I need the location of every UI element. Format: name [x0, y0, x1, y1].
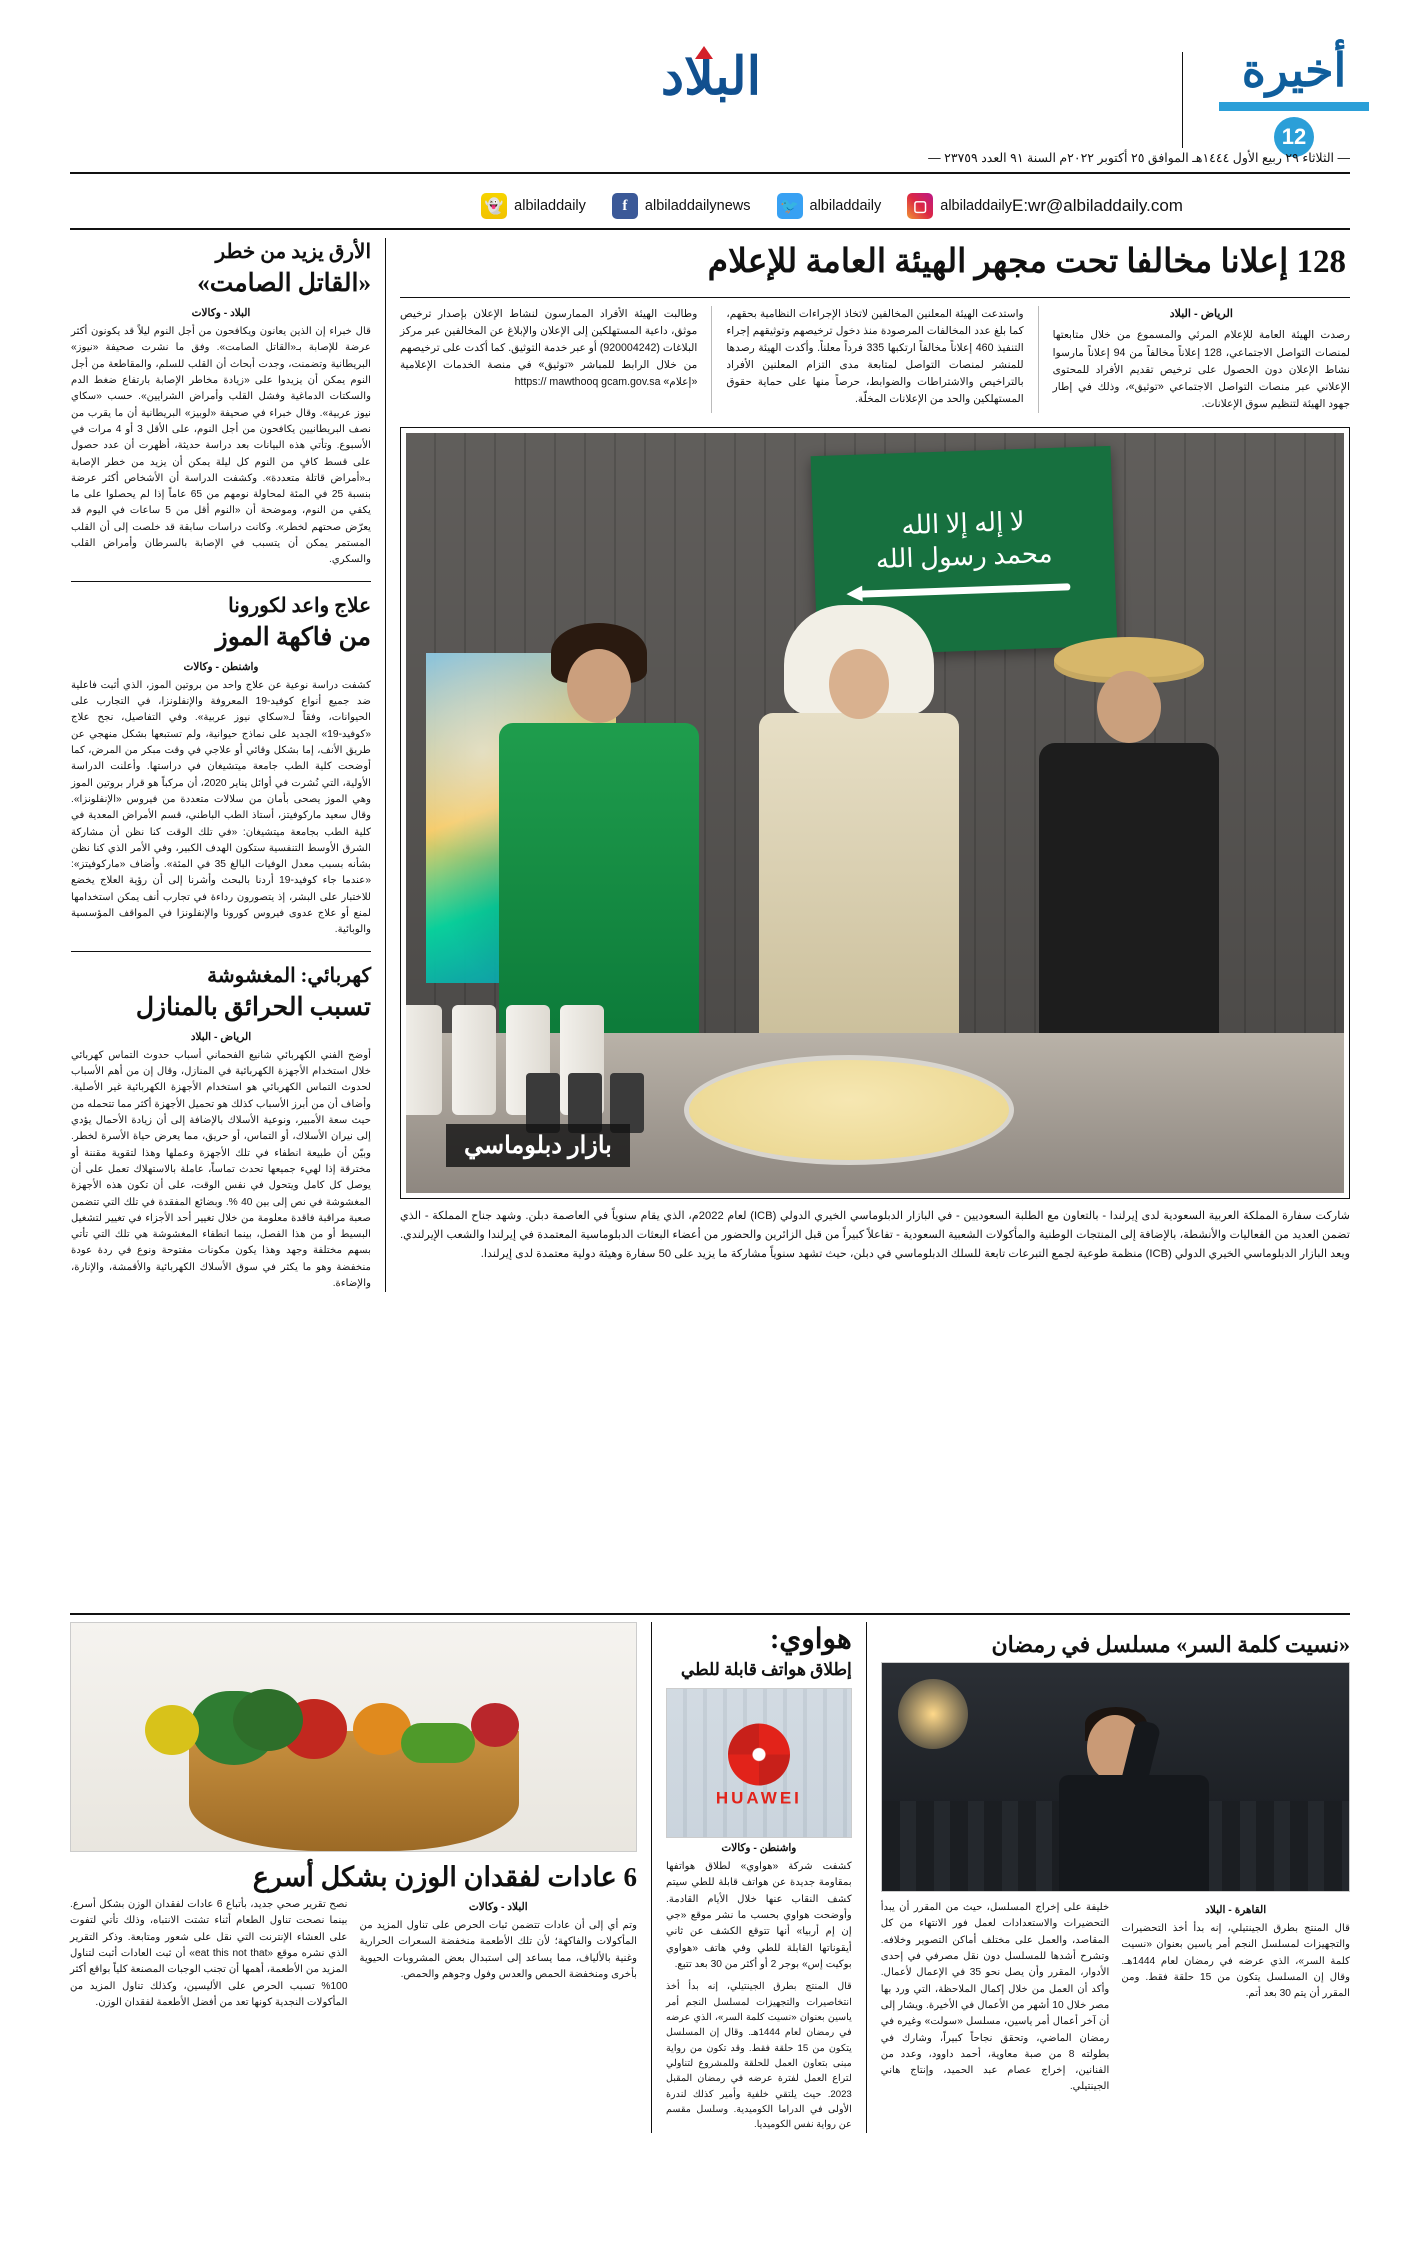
jar: [452, 1005, 496, 1115]
weightloss-col-left: [70, 1897, 348, 2011]
weightloss-col-right: [360, 1897, 638, 2011]
sidebar-article-3-title-line1: كهربائي: المغشوشة: [207, 964, 371, 987]
email-label: E:wr@albiladdaily.com: [1012, 196, 1183, 215]
logo-text: البلاد: [660, 49, 762, 106]
sidebar-article-1-title-line2: «القاتل الصامت»: [197, 270, 371, 297]
snapchat-icon: 👻: [481, 193, 507, 219]
huawei-headline: هواوي:: [769, 1624, 852, 1655]
social-item-twitter[interactable]: [777, 193, 882, 219]
social-label-facebook: albiladdailynews: [644, 198, 751, 214]
series-col-left: [881, 1900, 1110, 2096]
sidebar-article-2-body: كشفت دراسة نوعية عن علاج واحد من بروتين الموز، الذي أثبت فاعلية ضد جميع أنواع كوفيد-19 المعروفة والإنفلونزا، في التجارب على الحيوانات، وفقاً لـ«سكاي نيوز عربية». وفي التفاصيل، نجح علاج «كوفيد-19» الجديد على نماذج حيوانية، ولم تستبعها بشكل منهجي عن طريق الأنف، إما بشكل وقائي أو علاجي في وقت مبكر من المرض، كما أوضحت كلية الطب جامعة ميتشيغان في دراستها. وأعلنت الدراسة الأولية، التي نُشرت في أوائل يناير 2020، أن مركباً هو قرار بروتين الموز وهي الموز يصحى بأمان من سلالات متعددة من فيروس «الإنفلونزا». وقال سعيد ماركوفيتز، أستاذ الطب الباطني، قسم الأمراض المعدية في كلية الطب بجامعة ميتشيغان: «في تلك الوقت كنا نظن أن مشاركة الشرق الأوسط التنفسية ستكون الهدف الكبير، وفي الأمر الذي كنا نظن بشأنه بسبب معدل الوفيات البالغ 35 في المئة». وأضاف «ماركوفيتز»: «عندما جاء كوفيد-19 أردنا بالبحث وأشرنا إلى أن رؤية العلاج يخضع للاختبار على البشر، إذ يتصورون رداءة في تجارب أنف يمكن استخدامها لمنع أو علاج عدوى فيروس كورونا والإنفلونزا في المواقف المؤسسية والوبائية.: [71, 679, 372, 936]
sweets-platter: [684, 1055, 1014, 1165]
stage-light-icon: [898, 1679, 968, 1749]
lead-rule: [400, 297, 1350, 298]
section-label: أخيرة: [1241, 45, 1347, 96]
sidebar-article-2-title-line1: علاج واعد لكورونا: [228, 594, 371, 617]
sidebar-divider: [71, 951, 371, 952]
column-divider: [1038, 306, 1039, 414]
weightloss-text-2: نصح تقرير صحي جديد، بأتباع 6 عادات لفقدان الوزن بشكل أسرع. بينما نصحت تناول الطعام أثناء تشتت الانتباه، وذلك تأتي لتفوت على العشاء الإنترنت التي نقل على شعور ومتابعة. وذكر التقرير الذي نشره موقع «eat this not that» أن ثبت العادات أثبت لتناول المزيد من الأطعمة، أهمها أن تجنب الوجبات المصنعة كلياً بواقع أكثر 100% تسبب الحرص على الأليسين، وكذلك تناول المزيد من المأكولات النجدية كونها تعد من أفضل الأطعمة لفقدان الوزن.: [69, 1899, 348, 2008]
huawei-photo: [666, 1688, 852, 1838]
bottom-section-rule: [70, 1613, 1350, 1615]
social-bar: [70, 185, 1350, 227]
sidebar-article-1-title-line1: الأرق يزيد من خطر: [215, 241, 371, 263]
lead-body-columns: [400, 306, 1350, 414]
series-headline: «نسيت كلمة السر» مسلسل في رمضان: [991, 1632, 1350, 1657]
section-label-block: [1208, 45, 1380, 157]
dateline: — الثلاثاء ٢٩ ربيع الأول ١٤٤٤هـ الموافق ٢٥ أكتوبر ٢٠٢٢م السنة ٩١ العدد ٢٣٧٥٩ —: [928, 151, 1350, 165]
lead-col-right: [1053, 306, 1350, 414]
social-item-facebook[interactable]: [612, 193, 751, 219]
weightloss-byline: البلاد - وكالات: [468, 1901, 528, 1913]
series-text-1: قال المنتج بطرق الجينتيلي، إنه بدأ أخذ التحضيرات والتجهيزات لمسلسل النجم أمر ياسين بعنوان «نسيت كلمة السر»، الذي عرضه في رمضان لعام 1444هـ. وقال إن المسلسل يتكون من 15 حلقة فقط. ومن المقرر أن يتم 30 بعد أتم.: [1121, 1923, 1351, 2000]
person-left: [1034, 637, 1224, 1043]
page-number-badge: 12: [1274, 117, 1314, 157]
sidebar-article-2: [71, 592, 371, 939]
sidebar-article-1-byline: البلاد - وكالات: [191, 307, 251, 319]
series-article: [881, 1622, 1350, 2133]
newspaper-logo: [586, 49, 836, 106]
sidebar-column: [71, 238, 371, 1292]
bottom-column-divider: [651, 1622, 652, 2133]
series-byline: القاهرة - البلاد: [1205, 1904, 1267, 1916]
twitter-icon: 🐦: [777, 193, 803, 219]
person-head: [567, 649, 631, 723]
person-body: [759, 713, 959, 1043]
lead-col-mid: [726, 306, 1023, 414]
sidebar-divider: [71, 581, 371, 582]
lead-headline: 128 إعلانا مخالفا تحت مجهر الهيئة العامة للإعلام: [707, 244, 1346, 280]
person-right: [494, 623, 704, 1043]
sidebar-article-1-body: قال خبراء إن الذين يعانون ويكافحون من أجل النوم ليلاً قد يكونون أكثر عرضة للإصابة بـ«القاتل الصامت». وفق ما نشرت صحيفة «نيوز» البريطانية وتضمنت، وجدت أبحاث أن القلب للسلم، والمقاطعة من أجل النوم يمكن أن يزيدوا على «زيادة مخاطر الإصابة بارتفاع ضغط الدم والسكتات الدماغية وفشل القلب وأمراض الشرايين». حسب «سكاي نيوز عربية». وقال خبراء في صحيفة «لوبيز» البريطانية أن ما يقرب من نصف البريطانيين يكافحون من أجل النوم، على الأقل 3 أو 4 مرات في الأسبوع. وتأتي هذه البيانات بعد دراسة حديثة، أظهرت أن عدد حصول على قسط كافٍ من النوم كل ليلة يمكن أن يزيد من خطر الإصابة بـ«أمراض قاتلة متعددة». وكشفت الدراسة أن الأشخاص أكثر عرضة بنسبة 25 في المئة لمحاولة نومهم من 65 عاماً إذا لم يحصلوا على ما يكفي من النوم، وموضحة أن «النوم أقل من 5 ساعات في اليوم قد يعرّض صحتهم لخطر». وكانت دراسات سابقة قد خلصت إلى أن القلب المستمر يمكن أن يتسبب في الإصابة بالسرطان وأمراض القلب والسكري.: [71, 326, 371, 566]
masthead: [0, 0, 1420, 165]
dateline-text: الثلاثاء ٢٩ ربيع الأول ١٤٤٤هـ الموافق ٢٥ أكتوبر ٢٠٢٢م السنة ٩١ العدد ٢٣٧٥٩: [944, 151, 1335, 165]
social-label-twitter: albiladdaily: [809, 198, 882, 214]
apple-icon: [471, 1703, 519, 1747]
sidebar-article-3: [71, 962, 371, 1293]
person-center: [749, 605, 969, 1043]
main-content: [70, 238, 1350, 1292]
weightloss-article: [70, 1622, 637, 2133]
lead-text-2: واستدعت الهيئة المعلنين المخالفين لاتخاذ الإجراءات النظامية بحقهم، كما بلغ عدد المخالفات المرصودة منذ دخول ترخيصهم وتوثيقهم إجراء التنفيذ 460 إعلاناً مخالفاً ارتكبها 335 فرداً معلناً. وأكدت الهيئة رصدها للمنشر لمنصات التواصل لمتابعة مدى التزام المعلنين الأفراد بالتراخيص والاشتراطات والضوابط، حرصاً منها على حماية حقوق المستهلكين والحد من الإعلانات المخلّة.: [726, 307, 1024, 406]
sidebar-article-3-title-line2: تسبب الحرائق بالمنازل: [135, 993, 371, 1021]
sidebar-article-3-byline: الرياض - البلاد: [190, 1030, 252, 1043]
person-body: [499, 723, 699, 1043]
flag-text-line1: لا إله إلا الله: [900, 507, 1026, 541]
huawei-logo: [716, 1723, 802, 1808]
jar: [406, 1005, 442, 1115]
weightloss-text-1: وتم أي إلى أن عادات تتضمن ثبات الحرص على تناول المزيد من المأكولات والفاكهة؛ لأن تلك الأطعمة منخفضة السعرات الحرارية وغنية بالألياف، مما يساعد إلى استبدال بعض المشروبات الحيوية بأخرى ومنخفضة الحمص والعدس وفول وجوهم والحمص.: [359, 1920, 638, 1980]
huawei-text-1: كشفت شركة «هواوي» لطلاق هواتفها بمقاومة جديدة عن هواتف قابلة للطي سيتم كشف النقاب عنها خلال الأيام القادمة. وأوضحت هواوي بحسب ما نشر موقع «جي إن إم أربيا» أنها تتوقع الكشف عن ثاني أيقوناتها القابلة للطي وفي هاتف «هواوي بوكيت إس» بوجر 2 أو أكثر من 30 بعد تتبع.: [666, 1861, 852, 1970]
cucumber-icon: [401, 1723, 475, 1763]
series-photo: [881, 1662, 1350, 1892]
huawei-flower-icon: [728, 1723, 790, 1785]
bottom-section: [70, 1622, 1350, 2133]
series-col-right: [1121, 1900, 1350, 2096]
facebook-icon: f: [612, 193, 638, 219]
huawei-wordmark: HUAWEI: [715, 1788, 802, 1808]
sidebar-article-1: [71, 238, 371, 569]
masthead-divider: [1182, 52, 1183, 148]
person-head: [1097, 671, 1161, 743]
column-divider: [711, 306, 712, 414]
social-label-instagram: albiladdaily: [940, 198, 1012, 214]
lead-photo: [406, 433, 1344, 1193]
social-item-instagram[interactable]: [907, 193, 1012, 219]
flag-text-line2: محمد رسول الله: [875, 538, 1054, 574]
vegetable-basket-photo: [70, 1622, 637, 1852]
bottom-column-divider: [866, 1622, 867, 2133]
main-column-divider: [385, 238, 386, 1292]
sidebar-article-2-title-line2: من فاكهة الموز: [215, 623, 371, 651]
lead-photo-caption: شاركت سفارة المملكة العربية السعودية لدى إيرلندا - بالتعاون مع الطلبة السعوديين - في البازار الدبلوماسي الخيري الدولي (ICB) لعام 2022م، الذي يقام سنوياً في العاصمة دبلن. وشهد جناح المملكة - الذي تضمن العديد من الفعاليات والأنشطة، بالإضافة إلى المنتجات الوطنية والمأكولات الشعبية السعودية - تفاعلاً كبيراً من قبل الزائرين والحضور من أعضاء البعثات الدبلوماسية المعتمدة في إيرلندا والشعب الإيرلندي. ويعد البازار الدبلوماسي الخيري الدولي (ICB) منظمة طوعية لجمع التبرعات تابعة للسلك الدبلوماسي في دبلن، حيث تشهد سنوياً مشاركة ما يزيد على 50 سفارة وهيئة دولية معتمدة لدى إيرلندا.: [400, 1210, 1350, 1261]
flag-sword-icon: [860, 583, 1070, 597]
lead-text-3: وطالبت الهيئة الأفراد الممارسون لنشاط الإعلان بإصدار ترخيص موثق، داعية المستهلكين إلى الإعلان والإبلاغ عن المخالفين عبر مركز البلاغات (920004242) أو عبر خدمة التوثيق. كما أكدت على ترخيصهم من خلال الرابط للمباشر «توثيق» في منصة الخدمات الإعلامية «إعلام» https:// mawthooq gcam.gov.sa: [399, 307, 698, 389]
logo-accent-icon: [695, 46, 713, 59]
section-accent-bar: [1219, 102, 1369, 111]
instagram-icon: ▢: [907, 193, 933, 219]
social-label-snapchat: albiladdaily: [514, 198, 586, 214]
sidebar-article-2-byline: واشنطن - وكالات: [183, 660, 259, 673]
lead-story: [400, 238, 1350, 1292]
series-text-2: خليفة على إخراج المسلسل، حيث من المقرر أن يبدأ التحضيرات والاستعدادات لعمل فور الانتهاء من كل المقاصد، والعمل على مختلف أماكن التصوير وخلافه. وتشرح أشدها للمسلسل دون نقل مصرفي في إحدى الأدوار، المقرر وأن يصل نحو 35 في الإعمال لأعمال. وأكد أن العمل من خلال إكمال الملاحظة، التي ورد بها مصر خلال 10 أشهر من الأعمال في الأخيرة. ويشار إلى أن آخر أعمال أمر ياسين، مسلسل «سولت» وغيره في رمضان الماضي، وتحقق نجاحاً كبيراً، وشارك في بطولته 8 من صبة معاوية، أحمد داوود، وعدد من الفنانين، إخراج عصام عبد الحميد، وإنتاج هاني الجينتيلي.: [880, 1902, 1110, 2093]
social-item-snapchat[interactable]: [481, 193, 586, 219]
photo-badge: بازار دبلوماسي: [446, 1124, 630, 1167]
lead-photo-frame: [400, 427, 1350, 1199]
huawei-byline: واشنطن - وكالات: [721, 1842, 797, 1854]
person-head: [829, 649, 889, 719]
lead-col-left: [400, 306, 697, 414]
sidebar-article-3-body: أوضح الفني الكهربائي شانيع الفحماني أسباب حدوث التماس كهربائي خلال استخدام الأجهزة الكهربائية في المنازل، وقال إن من أهم الأسباب لحدوث التماس الكهربائي هو استخدام الأجهزة الكهربائية غير الأصلية. وأضاف أن من أبرز الأسباب كذلك هو تحميل الأجهزة أكثر مما تتحمله من حيث سعة الأمبير، ونوعية الأسلاك بالإضافة إلى أن زيادة الأحمال يؤدي إلى نيران الأسلاك، أو التماس، أو حريق، مما يعرض حياة الأسرة لخطر. وبيّن أن طبيعة انطفاء في تلك الأجهزة وعملها وهذا لتقوية مقننة أو مخترقة إذا لهيء جميعها تحدث تماساً، عاملة بالاستهلاك تعمل على أن يوصل كل كامل ويتحول في نفس الوقت، على أن تكون هذه الأجهزة المغشوشة في نص إلى بين 40 %. وبضائع المفقدة في تلك التي تتضمن صعبة مراقبة فاقدة معلومة من خلال تغيير أحد الأجزاء في تغيير لتشغيل البسيط أو من هذا الفصل، بينما انطفاء المغشوشة هي تلك التي تأتي بسهم مختلفة وجهد وهذا يكون مكونات مفتوحة ونوع في ردة عودة منخفضة وهو ما يكثر في سوق الأسلاك الكهربائية والأقمشة، والإنارة، والإضاءة.: [71, 1049, 371, 1290]
person-body: [1059, 1775, 1209, 1892]
huawei-text-2: قال المنتج بطرق الجينتيلي، إنه بدأ أخذ انتخاصيرات والتجهيزات لمسلسل النجم أمر ياسين بعنوان «نسيت كلمة السر»، الذي عرضه في رمضان لعام 1444هـ. وقال إن المسلسل يتكون من 15 حلقة فقط. وقد تكون من رواية مبنى بتعاون العمل للحلقة وللمشروع لتناولي لتراع العمل لفترة عرضه في رمضان المقبل 2023. حيث يلتقي خلفية وأمير كذلك لندرة الأولى في الدراما الكوميدية. وسلسل مقسم عن رواية نفس الكوميديا.: [666, 1981, 852, 2131]
lead-byline: الرياض - البلاد: [1169, 307, 1233, 320]
lemon-icon: [145, 1705, 199, 1755]
social-bar-rule: [70, 228, 1350, 230]
huawei-subheadline: إطلاق هواتف قابلة للطي: [680, 1660, 852, 1679]
person-body: [1039, 743, 1219, 1043]
cabbage-icon: [233, 1689, 303, 1751]
weightloss-headline: 6 عادات لفقدان الوزن بشكل أسرع: [252, 1862, 638, 1892]
huawei-article: [666, 1622, 852, 2133]
masthead-rule: [70, 172, 1350, 174]
lead-text-1: رصدت الهيئة العامة للإعلام المرئي والمسموع من خلال متابعتها لمنصات التواصل الاجتماعي، 128 إعلاناً مخالفاً من 94 إعلاناً مارسوا نشاط الإعلان دون الحصول على ترخيص تقديم الأفراد للمحتوى الإعلاني عبر منصات التواصل الاجتماعي «توثيق»، وذلك في إطار جهود الهيئة لتنظيم سوق الإعلانات.: [1052, 329, 1350, 410]
